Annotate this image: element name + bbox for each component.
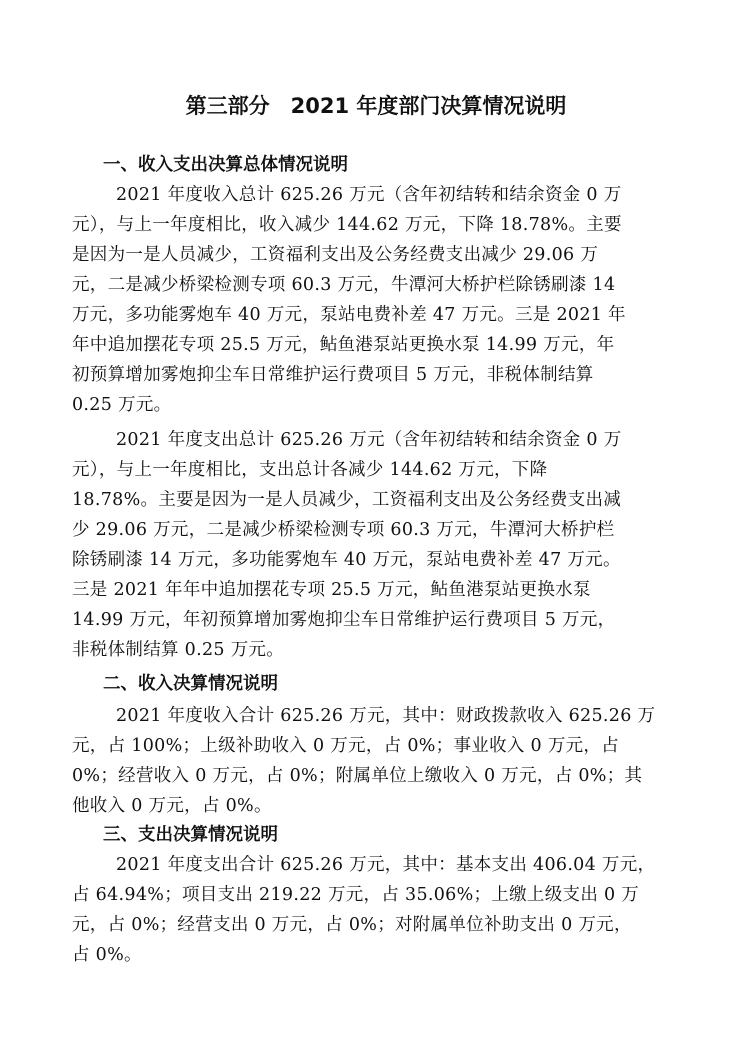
text-line: 初预算增加雾炮抑尘车日常维护运行费项目 5 万元，非税体制结算: [72, 365, 594, 385]
text-line: 三是 2021 年年中追加摆花专项 25.5 万元，鲇鱼港泵站更换水泵: [72, 580, 591, 600]
paragraph-expense-total: [72, 425, 684, 665]
text-line: 0.25 万元。: [72, 395, 172, 415]
text-line: 14.99 万元，年初预算增加雾炮抑尘车日常维护运行费项目 5 万元，: [72, 610, 616, 630]
text-line: 占 0%。: [72, 945, 142, 965]
text-line: 是因为一是人员减少，工资福利支出及公务经费支出减少 29.06 万: [72, 245, 599, 265]
text-line: 0%；经营收入 0 万元，占 0%；附属单位上缴收入 0 万元，占 0%；其: [72, 766, 643, 786]
text-line: 非税体制结算 0.25 万元。: [72, 640, 285, 660]
section-heading-expense: 三、支出决算情况说明: [103, 825, 278, 845]
page-title: 第三部分 2021 年度部门决算情况说明: [185, 94, 567, 118]
paragraph-income-total: [72, 180, 684, 420]
text-line: 占 64.94%；项目支出 219.22 万元，占 35.06%；上缴上级支出 0 万: [72, 885, 640, 905]
text-line: 年中追加摆花专项 25.5 万元，鲇鱼港泵站更换水泵 14.99 万元，年: [72, 335, 615, 355]
text-line: 元，占 0%；经营支出 0 万元，占 0%；对附属单位补助支出 0 万元，: [72, 915, 632, 935]
text-line: 2021 年度收入合计 625.26 万元，其中：财政拨款收入 625.26 万: [116, 706, 656, 726]
text-line: 他收入 0 万元，占 0%。: [72, 796, 272, 816]
text-line: 元，二是减少桥梁检测专项 60.3 万元，牛潭河大桥护栏除锈刷漆 14: [72, 275, 616, 295]
text-line: 2021 年度支出总计 625.26 万元（含年初结转和结余资金 0 万: [116, 430, 622, 450]
section-heading-summary: 一、收入支出决算总体情况说明: [103, 155, 348, 175]
section-heading-income: 二、收入决算情况说明: [103, 674, 278, 694]
text-line: 少 29.06 万元，二是减少桥梁检测专项 60.3 万元，牛潭河大桥护栏: [72, 520, 615, 540]
paragraph-expense-detail: [72, 850, 684, 970]
text-line: 元），与上一年度相比，收入减少 144.62 万元，下降 18.78%。主要: [72, 215, 622, 235]
text-line: 元），与上一年度相比，支出总计各减少 144.62 万元，下降: [72, 460, 548, 480]
text-line: 18.78%。主要是因为一是人员减少，工资福利支出及公务经费支出减: [72, 490, 622, 510]
text-line: 2021 年度收入总计 625.26 万元（含年初结转和结余资金 0 万: [116, 185, 622, 205]
text-line: 2021 年度支出合计 625.26 万元，其中：基本支出 406.04 万元，: [116, 855, 656, 875]
text-line: 除锈刷漆 14 万元，多功能雾炮车 40 万元，泵站电费补差 47 万元。: [72, 550, 621, 570]
text-line: 万元，多功能雾炮车 40 万元，泵站电费补差 47 万元。三是 2021 年: [72, 305, 626, 325]
text-line: 元，占 100%；上级补助收入 0 万元，占 0%；事业收入 0 万元，占: [72, 736, 620, 756]
paragraph-income-detail: [72, 701, 684, 821]
